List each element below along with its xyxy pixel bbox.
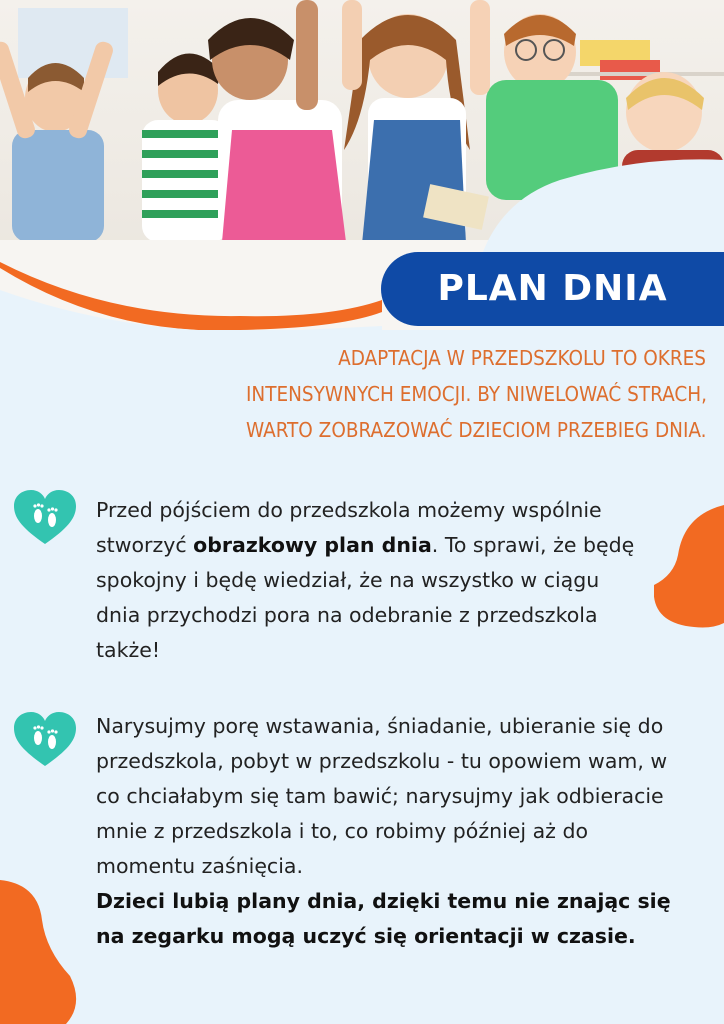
heart-footprints-icon [14, 712, 76, 768]
bold-conclusion-line: na zegarku mogą uczyć się orientacji w czasie. [96, 924, 636, 948]
text-segment: . To sprawi, że będę [431, 533, 635, 557]
paragraph-line [96, 528, 706, 563]
paragraph-line: momentu zaśnięcia. [96, 854, 303, 878]
paragraph-1 [96, 493, 706, 668]
bold-conclusion-line: Dzieci lubią plany dnia, dzięki temu nie znając się [96, 889, 671, 913]
paragraph-line: także! [96, 638, 161, 662]
paragraph-line: spokojny i będę wiedział, że na wszystko w ciągu [96, 568, 600, 592]
paragraph-line: Narysujmy porę wstawania, śniadanie, ubieranie się do [96, 714, 664, 738]
orange-blob-left [0, 880, 80, 1024]
paragraph-line: Przed pójściem do przedszkola możemy wspólnie [96, 498, 602, 522]
title-banner [381, 252, 724, 326]
paragraph-line: mnie z przedszkola i to, co robimy później aż do [96, 819, 589, 843]
paragraph-line: przedszkola, pobyt w przedszkolu - tu opowiem wam, w [96, 749, 668, 773]
bold-phrase: obrazkowy plan dnia [193, 533, 432, 557]
text-segment: stworzyć [96, 533, 194, 557]
heart-footprints-icon [14, 490, 76, 546]
paragraph-line: dnia przychodzi pora na odebranie z przedszkola [96, 603, 598, 627]
intro-line: ADAPTACJA W PRZEDSZKOLU TO OKRES [338, 346, 706, 370]
intro-line: WARTO ZOBRAZOWAĆ DZIECIOM PRZEBIEG DNIA. [246, 418, 707, 442]
paragraph-line: co chciałabym się tam bawić; narysujmy jak odbieracie [96, 784, 664, 808]
paragraph-2 [96, 709, 706, 954]
intro-line: INTENSYWNYCH EMOCJI. BY NIWELOWAĆ STRACH, [246, 382, 707, 406]
page-title: PLAN DNIA [437, 268, 668, 309]
intro-text [246, 340, 706, 448]
